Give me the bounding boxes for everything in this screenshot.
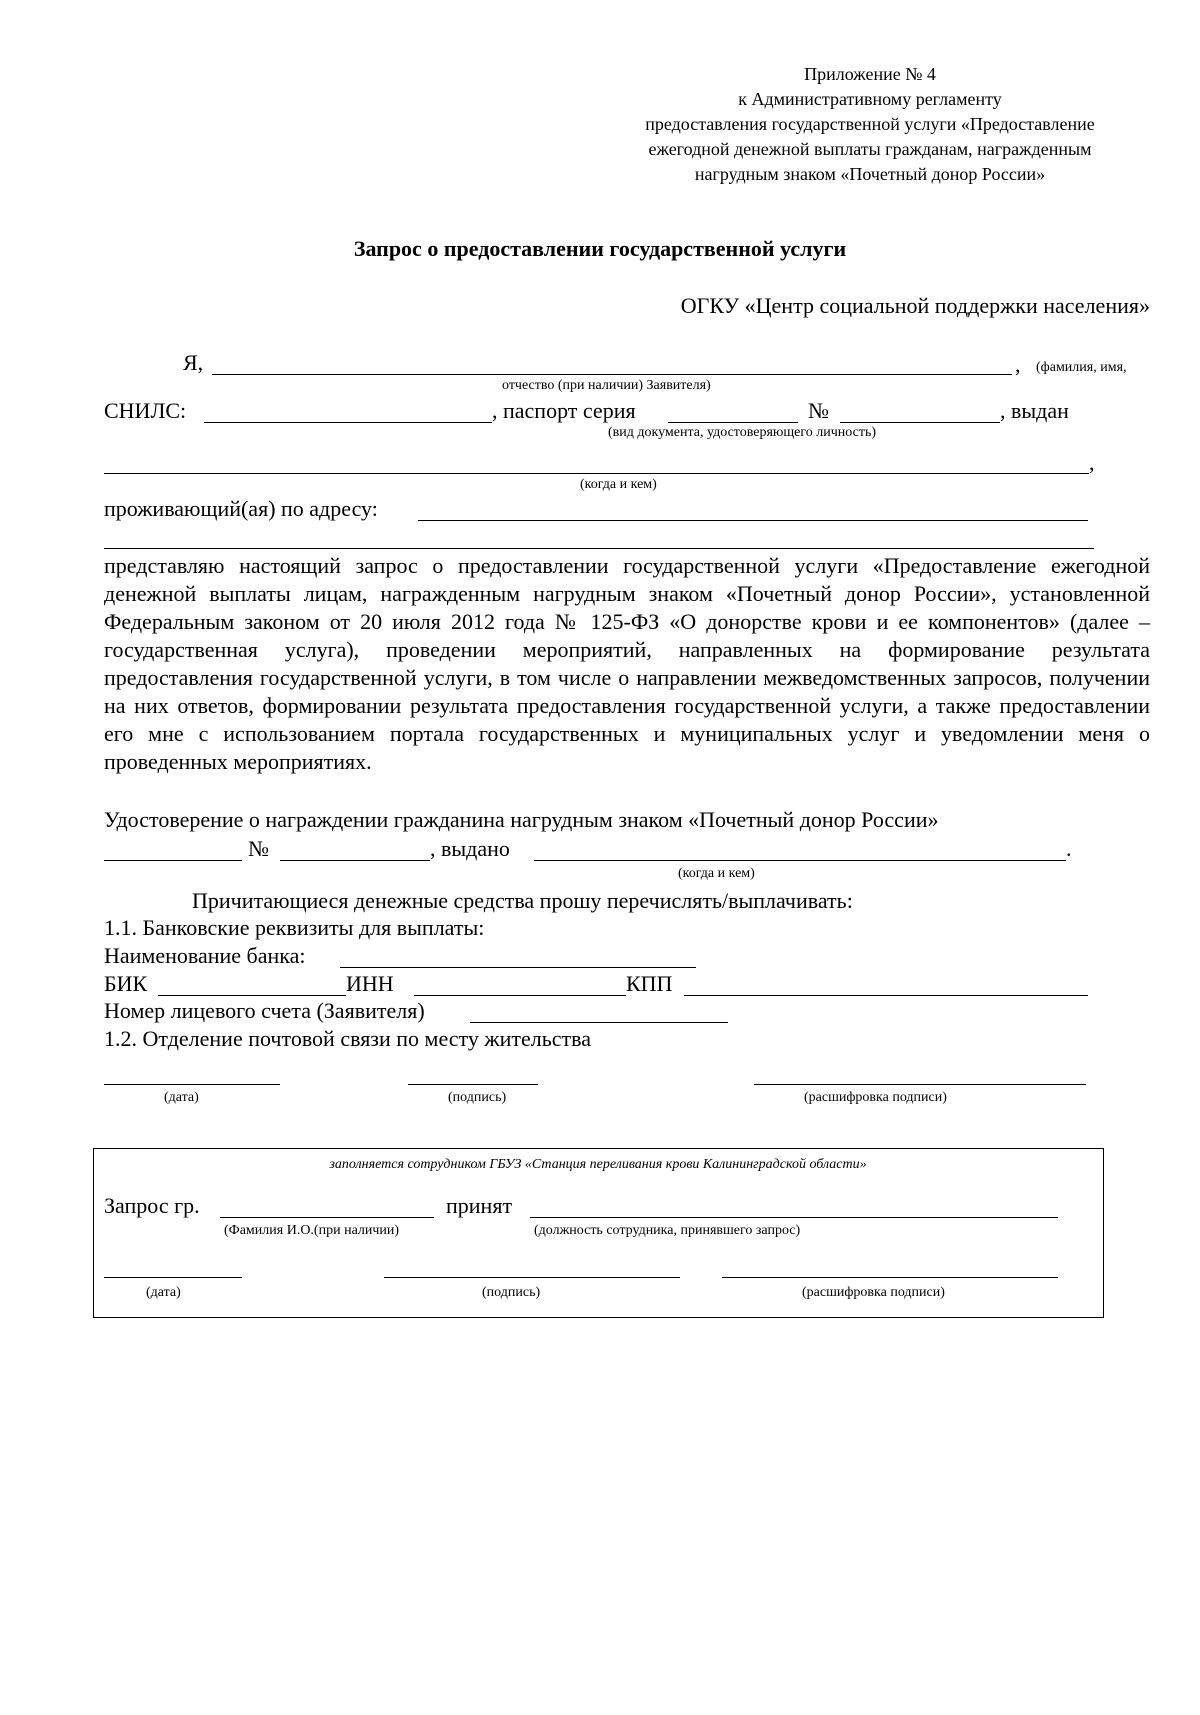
- bank-name-field[interactable]: [340, 967, 696, 968]
- kpp-label: КПП: [626, 971, 673, 996]
- doc-hint: (вид документа, удостоверяющего личность): [608, 425, 877, 440]
- kpp-field[interactable]: [684, 995, 1088, 996]
- date-hint: (дата): [164, 1090, 199, 1105]
- cert-period: .: [1066, 836, 1072, 861]
- staff-position-field[interactable]: [530, 1217, 1058, 1218]
- fio-hint-below: отчество (при наличии) Заявителя): [502, 378, 711, 393]
- issued-label: , выдан: [1000, 398, 1069, 423]
- document-title: Запрос о предоставлении государственной услуги: [353, 236, 847, 261]
- issued-by-hint: (когда и кем): [580, 477, 657, 492]
- staff-date-field[interactable]: [104, 1277, 242, 1278]
- account-label: Номер лицевого счета (Заявителя): [104, 998, 425, 1023]
- signature-decode-field[interactable]: [754, 1084, 1086, 1085]
- snils-label: СНИЛС:: [104, 398, 187, 423]
- cert-hint: (когда и кем): [678, 866, 755, 881]
- post-office-label: 1.2. Отделение почтовой связи по месту жительства: [104, 1026, 591, 1051]
- address-label: проживающий(ая) по адресу:: [104, 496, 378, 521]
- bik-label: БИК: [104, 971, 148, 996]
- fio-hint-right: (фамилия, имя,: [1036, 360, 1127, 375]
- bank-details-heading: 1.1. Банковские реквизиты для выплаты:: [104, 915, 485, 940]
- staff-position-hint: (должность сотрудника, принявшего запрос): [534, 1223, 801, 1238]
- fio-comma: ,: [1015, 352, 1021, 377]
- cert-number-label: №: [248, 836, 269, 861]
- staff-signature-hint: (подпись): [482, 1285, 541, 1300]
- signature-decode-hint: (расшифровка подписи): [804, 1090, 947, 1105]
- signature-hint: (подпись): [448, 1090, 507, 1105]
- account-field[interactable]: [470, 1022, 728, 1023]
- staff-box: [93, 1148, 1104, 1318]
- staff-signature-field[interactable]: [384, 1277, 680, 1278]
- addressee: ОГКУ «Центр социальной поддержки населения»: [680, 293, 1150, 318]
- staff-signature-decode-field[interactable]: [722, 1277, 1058, 1278]
- cert-issued-field[interactable]: [534, 860, 1066, 861]
- cert-number-field[interactable]: [280, 860, 430, 861]
- passport-number-label: №: [808, 398, 829, 423]
- issued-by-comma: ,: [1089, 450, 1095, 475]
- certificate-line: Удостоверение о награждении гражданина нагрудным знаком «Почетный донор России»: [104, 807, 939, 832]
- ya-label: Я,: [183, 350, 204, 375]
- address-field[interactable]: [418, 520, 1088, 521]
- staff-request-label: Запрос гр.: [104, 1193, 200, 1218]
- bik-field[interactable]: [158, 995, 346, 996]
- annex-line-3: предоставления государственной услуги «Предоставление: [645, 114, 1095, 134]
- staff-signature-decode-hint: (расшифровка подписи): [802, 1285, 945, 1300]
- address-field-2[interactable]: [104, 548, 1094, 549]
- fio-field[interactable]: [212, 374, 1012, 375]
- annex-line-1: Приложение № 4: [804, 64, 936, 84]
- cert-series-field[interactable]: [104, 860, 242, 861]
- issued-by-field[interactable]: [104, 473, 1089, 474]
- staff-box-header: заполняется сотрудником ГБУЗ «Станция переливания крови Калининградской области»: [329, 1157, 867, 1172]
- snils-field[interactable]: [204, 422, 492, 423]
- staff-fio-hint: (Фамилия И.О.(при наличии): [224, 1223, 400, 1238]
- annex-line-5: нагрудным знаком «Почетный донор России»: [694, 164, 1046, 184]
- inn-label: ИНН: [346, 971, 394, 996]
- cert-issued-label: , выдано: [430, 836, 510, 861]
- request-body: [104, 552, 1150, 776]
- passport-number-field[interactable]: [840, 422, 1000, 423]
- bank-name-label: Наименование банка:: [104, 943, 306, 968]
- inn-field[interactable]: [414, 995, 626, 996]
- payment-intro: Причитающиеся денежные средства прошу перечислять/выплачивать:: [192, 888, 853, 913]
- staff-fio-field[interactable]: [220, 1217, 434, 1218]
- annex-line-4: ежегодной денежной выплаты гражданам, награжденным: [648, 139, 1092, 159]
- staff-accepted-label: принят: [446, 1193, 513, 1218]
- annex-block: [600, 62, 1140, 187]
- date-field[interactable]: [104, 1084, 280, 1085]
- passport-series-label: , паспорт серия: [492, 398, 636, 423]
- signature-field[interactable]: [408, 1084, 538, 1085]
- passport-series-field[interactable]: [668, 422, 798, 423]
- annex-line-2: к Административному регламенту: [738, 89, 1002, 109]
- staff-date-hint: (дата): [146, 1285, 181, 1300]
- request-paragraph: представляю настоящий запрос о предоставлении государственной услуги «Предоставление ежегодной денежной выплаты лицам, награжденным нагрудным знаком «Почетный донор России», установленной Федеральным законом от 20 июля 2012 года № 125-ФЗ «О донорстве крови и ее компонентов» (далее – государственная услуга), проведении мероприятий, направленных на формирование результата предоставления государственной услуги, в том числе о направлении межведомственных запросов, получении на них ответов, формировании результата предоставления государственной услуги, а также предоставлении его мне с использованием портала государственных и муниципальных услуг и уведомлении меня о проведенных мероприятиях.: [104, 553, 1150, 774]
